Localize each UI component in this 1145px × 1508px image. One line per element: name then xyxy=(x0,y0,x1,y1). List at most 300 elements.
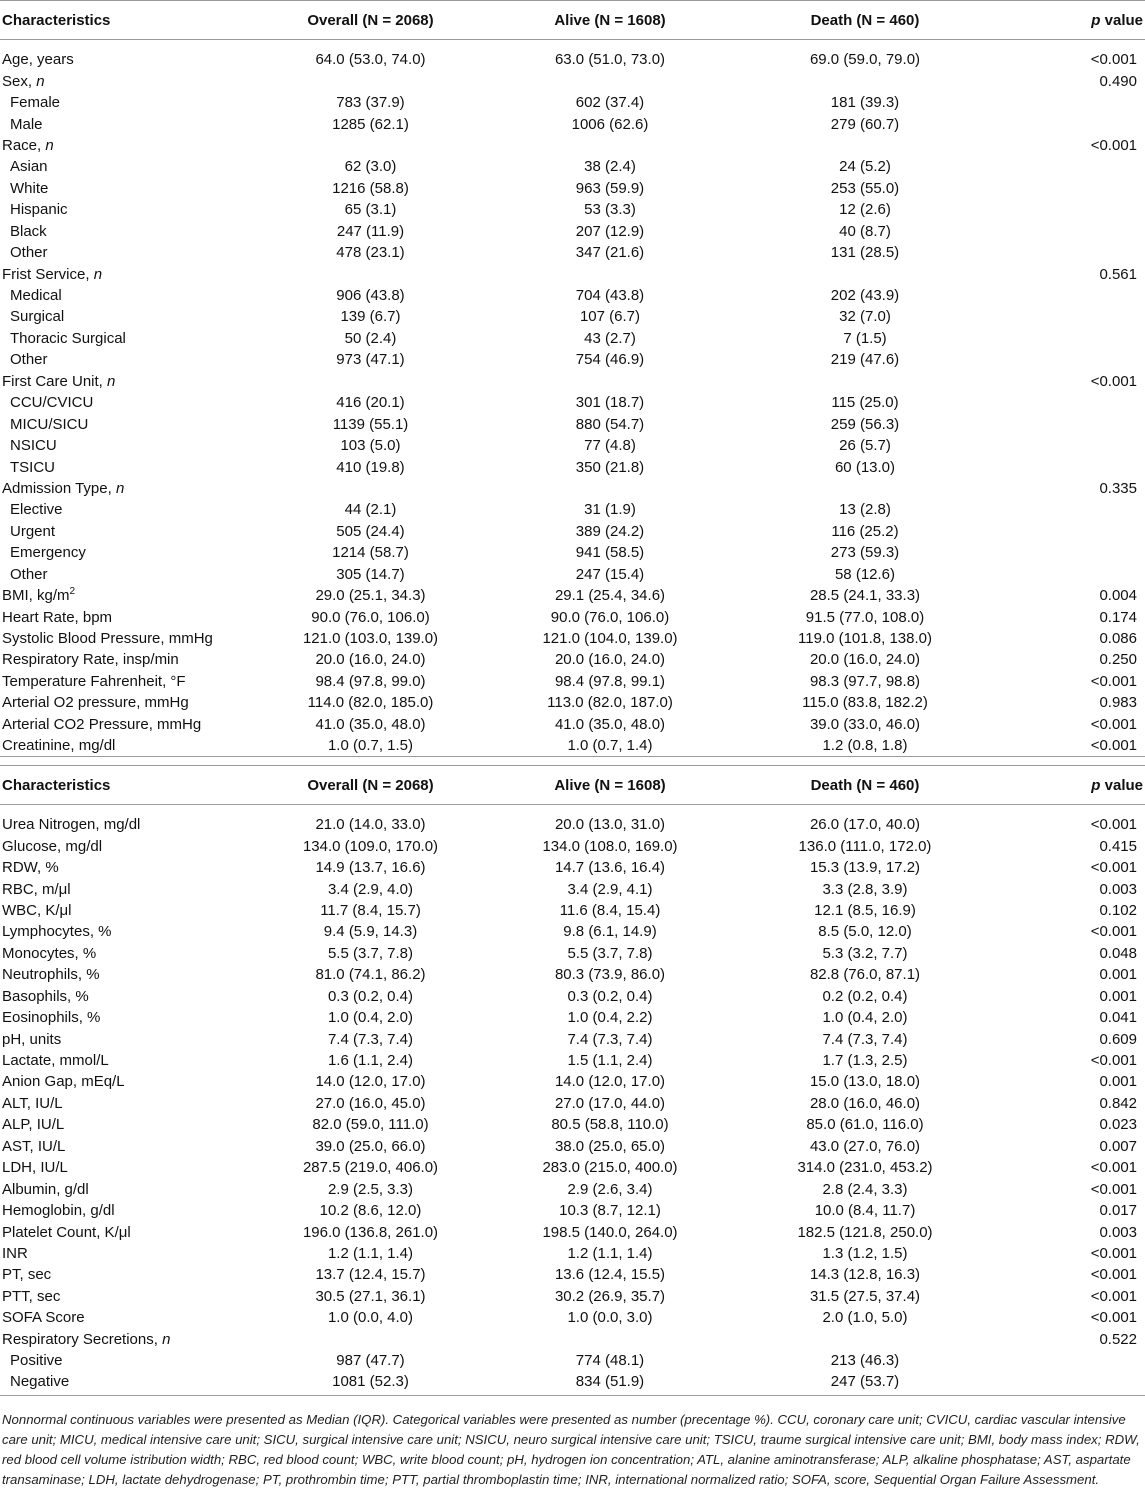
cell-alive: 207 (12.9) xyxy=(575,222,645,240)
row-label xyxy=(0,692,256,713)
cell-death: 7 (1.5) xyxy=(843,329,887,347)
table-row xyxy=(0,70,1145,91)
cell-p-value: 0.041 xyxy=(1099,1009,1137,1027)
table-row xyxy=(0,435,1145,456)
row-label xyxy=(0,1071,256,1092)
cell-p-value xyxy=(995,113,1145,134)
cell-death: 26.0 (17.0, 40.0) xyxy=(809,816,921,834)
row-label xyxy=(0,242,256,263)
cell-alive: 350 (21.8) xyxy=(575,458,645,476)
row-label xyxy=(0,70,256,91)
cell-p-value xyxy=(995,521,1145,542)
row-label-text: Male xyxy=(10,115,43,133)
cell-overall: 139 (6.7) xyxy=(340,308,401,326)
row-label-text: Black xyxy=(10,222,47,240)
cell-alive xyxy=(485,135,735,156)
cell-overall: 134.0 (109.0, 170.0) xyxy=(302,837,439,855)
cell-p-value: 0.250 xyxy=(1099,651,1137,669)
header-death: Death (N = 460) xyxy=(735,1,995,40)
cell-overall: 1285 (62.1) xyxy=(332,115,409,133)
table-row xyxy=(0,49,1145,70)
cell-death: 7.4 (7.3, 7.4) xyxy=(822,1030,908,1048)
header-p-rest: value xyxy=(1100,11,1143,29)
table-row xyxy=(0,1307,1145,1328)
cell-p-value: 0.086 xyxy=(1099,630,1137,648)
row-label-text: Thoracic Surgical xyxy=(10,329,126,347)
cell-overall: 0.3 (0.2, 0.4) xyxy=(327,987,414,1005)
cell-death: 98.3 (97.7, 98.8) xyxy=(809,672,921,690)
table-row xyxy=(0,1200,1145,1221)
cell-death: 40 (8.7) xyxy=(839,222,891,240)
cell-p-value xyxy=(995,221,1145,242)
cell-alive: 14.0 (12.0, 17.0) xyxy=(554,1073,666,1091)
cell-p-value xyxy=(995,1371,1145,1396)
cell-overall xyxy=(256,263,485,284)
table-row xyxy=(0,178,1145,199)
cell-death: 1.3 (1.2, 1.5) xyxy=(822,1244,908,1262)
row-label-text: Systolic Blood Pressure, mmHg xyxy=(2,630,213,648)
row-label-text: Arterial O2 pressure, mmHg xyxy=(2,694,189,712)
cell-death: 0.2 (0.2, 0.4) xyxy=(822,987,908,1005)
cell-overall: 21.0 (14.0, 33.0) xyxy=(315,816,426,834)
cell-overall: 1.0 (0.4, 2.0) xyxy=(327,1009,414,1027)
header-p-rest: value xyxy=(1100,776,1143,794)
row-label xyxy=(0,1050,256,1071)
cell-alive: 5.5 (3.7, 7.8) xyxy=(567,944,653,962)
cell-death: 12 (2.6) xyxy=(839,201,891,219)
cell-overall: 41.0 (35.0, 48.0) xyxy=(315,715,426,733)
cell-p-value: <0.001 xyxy=(1090,715,1137,733)
header-p-italic: p xyxy=(1091,11,1101,29)
cell-overall xyxy=(256,70,485,91)
cell-death: 1.7 (1.3, 2.5) xyxy=(822,1052,908,1070)
cell-death: 60 (13.0) xyxy=(834,458,896,476)
table-row xyxy=(0,1071,1145,1092)
row-label xyxy=(0,986,256,1007)
cell-p-value: 0.003 xyxy=(1099,880,1137,898)
table-row xyxy=(0,199,1145,220)
row-label-text: LDH, IU/L xyxy=(2,1159,68,1177)
table-row xyxy=(0,1329,1145,1350)
cell-p-value: 0.023 xyxy=(1099,1116,1137,1134)
row-label-text: Other xyxy=(10,351,48,369)
row-label xyxy=(0,1371,256,1396)
row-label-text: Other xyxy=(10,244,48,262)
cell-p-value xyxy=(995,542,1145,563)
row-label xyxy=(0,1350,256,1371)
row-label xyxy=(0,671,256,692)
cell-p-value xyxy=(995,242,1145,263)
row-label-text: RBC, m/μl xyxy=(2,880,71,898)
row-label-text: Lactate, mmol/L xyxy=(2,1052,109,1070)
cell-death xyxy=(735,263,995,284)
cell-alive: 0.3 (0.2, 0.4) xyxy=(567,987,653,1005)
row-label xyxy=(0,521,256,542)
cell-p-value: <0.001 xyxy=(1090,923,1137,941)
cell-p-value xyxy=(995,564,1145,585)
cell-alive: 31 (1.9) xyxy=(584,501,636,519)
cell-alive: 602 (37.4) xyxy=(575,94,645,112)
cell-p-value: 0.003 xyxy=(1099,1223,1137,1241)
row-label-text: TSICU xyxy=(10,458,55,476)
row-label-text: Monocytes, % xyxy=(2,944,97,962)
cell-alive: 3.4 (2.9, 4.1) xyxy=(567,880,653,898)
table-row xyxy=(0,306,1145,327)
header-characteristics: Characteristics xyxy=(0,1,256,40)
cell-p-value: 0.007 xyxy=(1099,1137,1137,1155)
cell-alive: 13.6 (12.4, 15.5) xyxy=(554,1266,666,1284)
cell-alive: 121.0 (104.0, 139.0) xyxy=(542,630,678,648)
row-label xyxy=(0,1286,256,1307)
table-row xyxy=(0,1350,1145,1371)
cell-overall: 10.2 (8.6, 12.0) xyxy=(319,1202,422,1220)
cell-alive: 774 (48.1) xyxy=(575,1352,645,1370)
row-label xyxy=(0,1114,256,1135)
row-label-text: Heart Rate, bpm xyxy=(2,608,113,626)
cell-death xyxy=(735,371,995,392)
cell-alive: 834 (51.9) xyxy=(485,1371,735,1396)
row-label-text: Arterial CO2 Pressure, mmHg xyxy=(2,715,202,733)
row-label xyxy=(0,499,256,520)
spacer-cell xyxy=(256,805,485,815)
spacer-cell xyxy=(735,805,995,815)
cell-p-value xyxy=(995,456,1145,477)
row-label xyxy=(0,542,256,563)
cell-death: 69.0 (59.0, 79.0) xyxy=(809,51,921,69)
row-label-text: Age, years xyxy=(2,51,74,69)
cell-death: 85.0 (61.0, 116.0) xyxy=(806,1116,924,1134)
cell-alive: 880 (54.7) xyxy=(575,415,645,433)
cell-death: 202 (43.9) xyxy=(830,287,900,305)
row-label-text: Lymphocytes, % xyxy=(2,923,112,941)
cell-alive: 41.0 (35.0, 48.0) xyxy=(554,715,666,733)
cell-death: 116 (25.2) xyxy=(831,522,899,540)
cell-overall: 39.0 (25.0, 66.0) xyxy=(315,1137,426,1155)
spacer-cell xyxy=(0,805,256,815)
cell-p-value: <0.001 xyxy=(995,735,1145,757)
row-label xyxy=(0,221,256,242)
cell-overall: 505 (24.4) xyxy=(336,522,405,540)
cell-alive: 389 (24.2) xyxy=(575,522,645,540)
cell-overall: 29.0 (25.1, 34.3) xyxy=(315,587,426,605)
cell-overall: 1081 (52.3) xyxy=(256,1371,485,1396)
cell-alive xyxy=(485,478,735,499)
table-row xyxy=(0,878,1145,899)
row-label-text: MICU/SICU xyxy=(10,415,89,433)
row-label xyxy=(0,835,256,856)
cell-overall: 1.2 (1.1, 1.4) xyxy=(327,1244,414,1262)
row-label-n: n xyxy=(93,265,103,283)
cell-p-value: 0.609 xyxy=(1099,1030,1137,1048)
cell-alive: 2.9 (2.6, 3.4) xyxy=(567,1180,653,1198)
row-label xyxy=(0,413,256,434)
table-row xyxy=(0,1243,1145,1264)
table-row xyxy=(0,1028,1145,1049)
row-label-n: n xyxy=(162,1330,171,1348)
cell-p-value: 0.561 xyxy=(1099,265,1137,283)
cell-alive: 38.0 (25.0, 65.0) xyxy=(554,1137,666,1155)
row-label xyxy=(0,857,256,878)
header-characteristics: Characteristics xyxy=(0,766,256,805)
table-row xyxy=(0,1114,1145,1135)
row-label-text: WBC, K/μl xyxy=(2,901,72,919)
row-label-text: Respiratory Secretions, xyxy=(2,1330,163,1348)
cell-death: 13 (2.8) xyxy=(839,501,891,519)
cell-p-value: 0.983 xyxy=(1099,694,1137,712)
row-label-text: Neutrophils, % xyxy=(2,966,100,984)
cell-p-value xyxy=(995,499,1145,520)
cell-overall: 305 (14.7) xyxy=(336,565,405,583)
table-row xyxy=(0,156,1145,177)
row-label xyxy=(0,435,256,456)
table-row xyxy=(0,735,1145,757)
cell-p-value: <0.001 xyxy=(1090,672,1137,690)
cell-p-value xyxy=(995,392,1145,413)
cell-overall: 11.7 (8.4, 15.7) xyxy=(320,901,421,919)
cell-overall: 1.0 (0.7, 1.5) xyxy=(256,735,485,757)
cell-p-value: <0.001 xyxy=(1090,51,1137,69)
header-overall: Overall (N = 2068) xyxy=(256,766,485,805)
row-label-text: Respiratory Rate, insp/min xyxy=(2,651,179,669)
row-label-text: NSICU xyxy=(10,437,57,455)
table-row xyxy=(0,1178,1145,1199)
row-label xyxy=(0,564,256,585)
row-label xyxy=(0,92,256,113)
row-label xyxy=(0,964,256,985)
cell-death: 82.8 (76.0, 87.1) xyxy=(809,966,921,984)
row-label xyxy=(0,49,256,70)
cell-death: 15.0 (13.0, 18.0) xyxy=(809,1073,921,1091)
row-label xyxy=(0,649,256,670)
cell-p-value xyxy=(995,92,1145,113)
cell-p-value xyxy=(995,413,1145,434)
row-label xyxy=(0,921,256,942)
cell-p-value: 0.335 xyxy=(1099,479,1137,497)
cell-p-value xyxy=(995,156,1145,177)
cell-death: 8.5 (5.0, 12.0) xyxy=(818,923,912,941)
table-row xyxy=(0,242,1145,263)
header-spacer xyxy=(0,40,1145,50)
cell-alive: 1.2 (1.1, 1.4) xyxy=(567,1244,653,1262)
row-label xyxy=(0,306,256,327)
cell-alive: 80.5 (58.8, 110.0) xyxy=(551,1116,669,1134)
row-label-text: Sex, xyxy=(2,72,37,90)
cell-overall: 90.0 (76.0, 106.0) xyxy=(311,608,430,626)
cell-alive: 301 (18.7) xyxy=(575,394,645,412)
cell-overall: 9.4 (5.9, 14.3) xyxy=(323,923,418,941)
cell-overall: 82.0 (59.0, 111.0) xyxy=(312,1116,429,1134)
cell-death: 273 (59.3) xyxy=(830,544,900,562)
cell-death: 181 (39.3) xyxy=(830,94,900,112)
table-row xyxy=(0,1136,1145,1157)
row-label-text: RDW, % xyxy=(2,859,59,877)
cell-p-value: 0.174 xyxy=(1099,608,1137,626)
cell-overall: 27.0 (16.0, 45.0) xyxy=(315,1094,426,1112)
table-row xyxy=(0,1007,1145,1028)
cell-overall: 1139 (55.1) xyxy=(332,415,409,433)
row-label-text: White xyxy=(10,179,49,197)
cell-p-value: 0.048 xyxy=(1099,944,1137,962)
cell-alive: 43 (2.7) xyxy=(584,329,636,347)
row-label-text: Frist Service, xyxy=(2,265,94,283)
row-label-text: BMI, kg/m xyxy=(2,587,70,605)
table-row xyxy=(0,371,1145,392)
cell-death: 119.0 (101.8, 138.0) xyxy=(798,630,932,648)
row-label xyxy=(0,814,256,835)
cell-alive xyxy=(485,263,735,284)
cell-overall: 3.4 (2.9, 4.0) xyxy=(327,880,414,898)
cell-alive: 30.2 (26.9, 35.7) xyxy=(554,1287,666,1305)
row-label-text: Negative xyxy=(10,1373,70,1391)
table-row xyxy=(0,921,1145,942)
table-row xyxy=(0,392,1145,413)
row-label xyxy=(0,878,256,899)
cell-p-value: 0.001 xyxy=(1099,987,1137,1005)
row-label-text: Basophils, % xyxy=(2,987,89,1005)
cell-p-value xyxy=(995,178,1145,199)
table-row xyxy=(0,263,1145,284)
table-footnote: Nonnormal continuous variables were presented as Median (IQR). Categorical variables were presented as number (precentage %). CCU, coronary care unit; CVICU, cardiac vascular intensive care unit; MICU, medical intensive care unit; SICU, surgical intensive care unit; NSICU, neuro surgical intensive care unit; TSICU, traume surgical intensive care unit; BMI, body mass index; RDW, red blood cell volume istribution width; RBC, red blood count; WBC, write blood count; pH, hydrogen ion concentration; ATL, alanine aminotransferase; ALP, alkaline phosphatase; AST, aspartate transaminase; LDH, lactate dehydrogenase; PT, prothrombin time; PTT, partial thromboplastin time; INR, international normalized ratio; SOFA, score, Sequential Organ Failure Assessment. xyxy=(2,1412,1140,1487)
cell-alive: 963 (59.9) xyxy=(575,179,645,197)
cell-death xyxy=(735,478,995,499)
cell-overall: 65 (3.1) xyxy=(344,201,397,219)
cell-overall: 906 (43.8) xyxy=(336,287,405,305)
row-label-n: n xyxy=(36,72,45,90)
table-row xyxy=(0,1371,1145,1396)
row-label-text: Race, xyxy=(2,136,46,154)
cell-overall: 987 (47.7) xyxy=(336,1352,405,1370)
cell-alive: 113.0 (82.0, 187.0) xyxy=(547,694,673,712)
cell-overall: 64.0 (53.0, 74.0) xyxy=(315,51,426,69)
row-label-text: Positive xyxy=(10,1352,63,1370)
row-label-text: Platelet Count, K/μl xyxy=(2,1223,131,1241)
row-label xyxy=(0,1243,256,1264)
row-label xyxy=(0,1178,256,1199)
header-spacer xyxy=(0,805,1145,815)
cell-overall: 13.7 (12.4, 15.7) xyxy=(315,1266,426,1284)
row-label xyxy=(0,135,256,156)
row-label-text: CCU/CVICU xyxy=(10,394,94,412)
row-label-text: Albumin, g/dl xyxy=(2,1180,89,1198)
characteristics-table-part-2 xyxy=(0,765,1145,1396)
cell-p-value: <0.001 xyxy=(1090,816,1137,834)
cell-alive: 1006 (62.6) xyxy=(571,115,649,133)
table-row xyxy=(0,135,1145,156)
table-row xyxy=(0,835,1145,856)
row-label-text: Urea Nitrogen, mg/dl xyxy=(2,816,141,834)
table-row xyxy=(0,1221,1145,1242)
cell-death: 253 (55.0) xyxy=(830,179,900,197)
cell-alive: 29.1 (25.4, 34.6) xyxy=(554,587,666,605)
cell-alive: 10.3 (8.7, 12.1) xyxy=(559,1202,661,1220)
table-row xyxy=(0,714,1145,735)
cell-p-value: 0.522 xyxy=(1099,1330,1137,1348)
cell-p-value: 0.017 xyxy=(1099,1202,1137,1220)
cell-p-value xyxy=(995,306,1145,327)
cell-overall: 20.0 (16.0, 24.0) xyxy=(315,651,426,669)
cell-death: 279 (60.7) xyxy=(830,115,900,133)
cell-alive xyxy=(485,70,735,91)
cell-overall: 30.5 (27.1, 36.1) xyxy=(315,1287,426,1305)
row-label xyxy=(0,900,256,921)
cell-overall: 114.0 (82.0, 185.0) xyxy=(307,694,434,712)
table-header-row xyxy=(0,766,1145,805)
cell-alive: 20.0 (16.0, 24.0) xyxy=(554,651,666,669)
cell-alive: 7.4 (7.3, 7.4) xyxy=(567,1030,653,1048)
table-row xyxy=(0,542,1145,563)
table-row xyxy=(0,585,1145,606)
cell-death: 314.0 (231.0, 453.2) xyxy=(797,1159,933,1177)
cell-p-value: <0.001 xyxy=(1090,1159,1137,1177)
cell-alive: 38 (2.4) xyxy=(584,158,636,176)
cell-death: 1.2 (0.8, 1.8) xyxy=(735,735,995,757)
row-label xyxy=(0,1136,256,1157)
table-header-row xyxy=(0,1,1145,40)
cell-overall xyxy=(256,371,485,392)
cell-p-value: <0.001 xyxy=(1090,1287,1137,1305)
cell-overall: 98.4 (97.8, 99.0) xyxy=(315,672,426,690)
row-label xyxy=(0,199,256,220)
cell-alive: 1.5 (1.1, 2.4) xyxy=(567,1052,653,1070)
cell-p-value: <0.001 xyxy=(1090,1180,1137,1198)
table-row xyxy=(0,1093,1145,1114)
cell-alive: 198.5 (140.0, 264.0) xyxy=(542,1223,678,1241)
cell-death: 31.5 (27.5, 37.4) xyxy=(809,1287,921,1305)
cell-death: 115.0 (83.8, 182.2) xyxy=(802,694,928,712)
row-label xyxy=(0,285,256,306)
cell-overall xyxy=(256,135,485,156)
table-row xyxy=(0,1157,1145,1178)
header-p-italic: p xyxy=(1091,776,1101,794)
cell-death xyxy=(735,1329,995,1350)
cell-overall: 783 (37.9) xyxy=(336,94,405,112)
cell-p-value: 0.001 xyxy=(1099,1073,1137,1091)
cell-p-value: 0.001 xyxy=(1099,966,1137,984)
row-label xyxy=(0,1307,256,1328)
table-row xyxy=(0,221,1145,242)
row-label-text: Elective xyxy=(10,501,63,519)
cell-death: 10.0 (8.4, 11.7) xyxy=(814,1202,916,1220)
spacer-cell xyxy=(256,40,485,50)
row-label xyxy=(0,1329,256,1350)
table-row xyxy=(0,564,1145,585)
row-label-text: Hemoglobin, g/dl xyxy=(2,1202,115,1220)
cell-death: 12.1 (8.5, 16.9) xyxy=(814,901,916,919)
row-label-text: ALT, IU/L xyxy=(2,1094,63,1112)
spacer-cell xyxy=(735,40,995,50)
cell-p-value: 0.004 xyxy=(1099,587,1137,605)
cell-p-value: <0.001 xyxy=(1090,136,1137,154)
row-label xyxy=(0,113,256,134)
cell-alive: 20.0 (13.0, 31.0) xyxy=(554,816,666,834)
cell-p-value: 0.490 xyxy=(1099,72,1137,90)
cell-alive: 283.0 (215.0, 400.0) xyxy=(542,1159,678,1177)
cell-alive: 134.0 (108.0, 169.0) xyxy=(542,837,678,855)
table-row xyxy=(0,900,1145,921)
spacer-cell xyxy=(485,40,735,50)
cell-overall: 1.6 (1.1, 2.4) xyxy=(327,1052,414,1070)
row-label-n: n xyxy=(45,136,54,154)
row-label xyxy=(0,585,256,606)
cell-overall: 14.0 (12.0, 17.0) xyxy=(315,1073,426,1091)
cell-overall: 1216 (58.8) xyxy=(332,179,409,197)
table-row xyxy=(0,606,1145,627)
cell-alive: 754 (46.9) xyxy=(575,351,645,369)
cell-alive: 9.8 (6.1, 14.9) xyxy=(563,923,657,941)
cell-death: 5.3 (3.2, 7.7) xyxy=(822,944,908,962)
table-row xyxy=(0,986,1145,1007)
table-row xyxy=(0,649,1145,670)
